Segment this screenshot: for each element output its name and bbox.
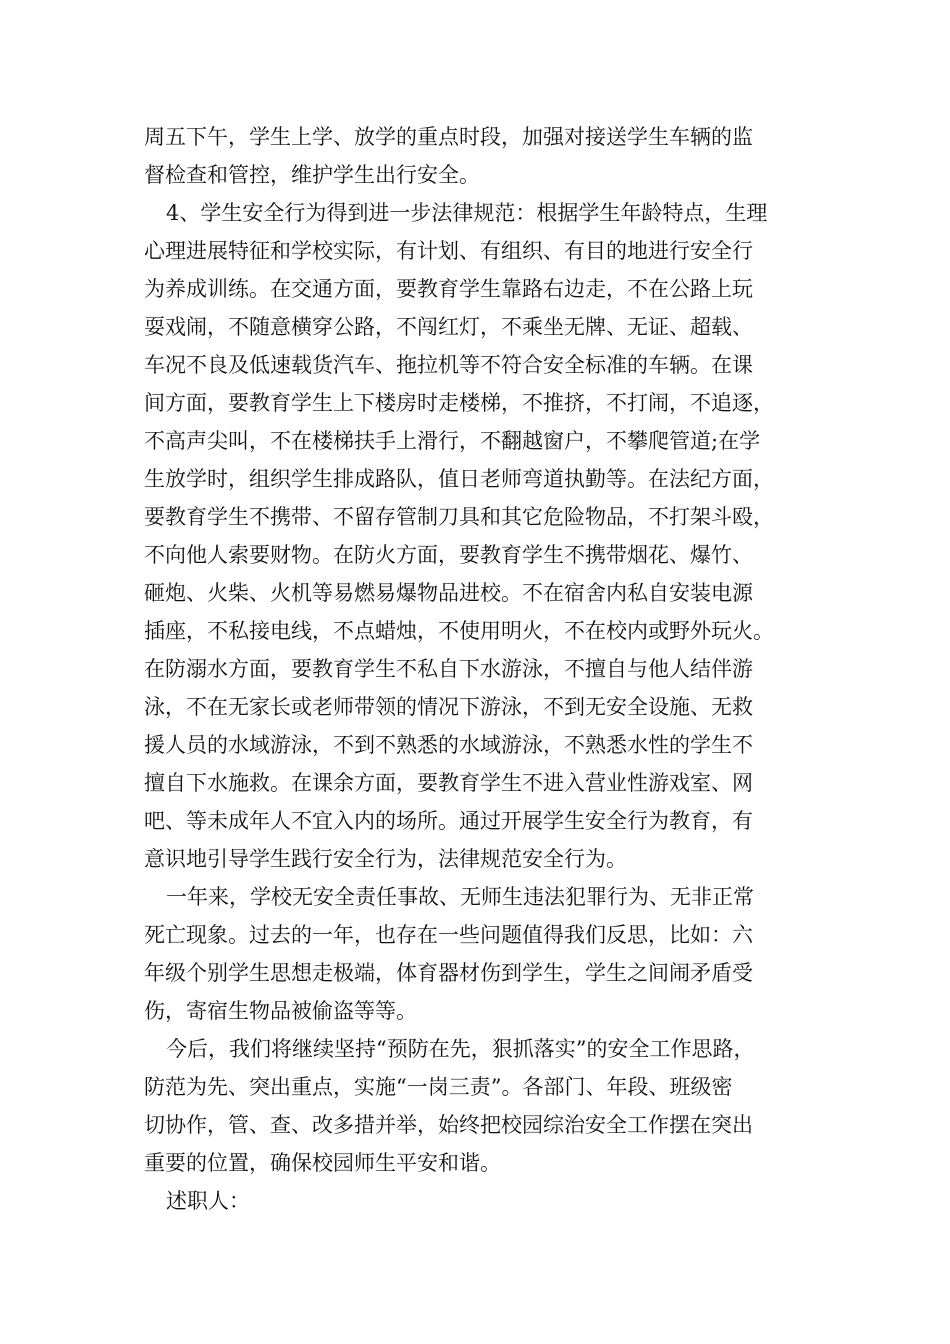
text-line: 吧、等未成年人不宜入内的场所。通过开展学生安全行为教育，有 <box>144 809 753 833</box>
signature-label: 述职人： <box>166 1189 250 1213</box>
text-line: 不高声尖叫，不在楼梯扶手上滑行，不翻越窗户，不攀爬管道;在学 <box>144 429 761 453</box>
text-line: 防范为先、突出重点，实施“一岗三责”。各部门、年段、班级密 <box>144 1075 733 1099</box>
text-line: 援人员的水域游泳，不到不熟悉的水域游泳，不熟悉水性的学生不 <box>144 733 753 757</box>
text-line: 周五下午，学生上学、放学的重点时段，加强对接送学生车辆的监 <box>144 125 753 149</box>
paragraph-start-line: 4、学生安全行为得到进一步法律规范：根据学生年龄特点，生理 <box>166 201 768 225</box>
text-line: 泳，不在无家长或老师带领的情况下游泳，不到无安全设施、无救 <box>144 695 753 719</box>
text-line: 督检查和管控，维护学生出行安全。 <box>144 163 480 187</box>
text-line: 意识地引导学生践行安全行为，法律规范安全行为。 <box>144 847 627 871</box>
text-line: 要教育学生不携带、不留存管制刀具和其它危险物品，不打架斗殴， <box>144 505 774 529</box>
text-line: 心理进展特征和学校实际，有计划、有组织、有目的地进行安全行 <box>144 239 753 263</box>
text-line: 插座，不私接电线，不点蜡烛，不使用明火，不在校内或野外玩火。 <box>144 619 774 643</box>
text-line: 在防溺水方面，要教育学生不私自下水游泳，不擅自与他人结伴游 <box>144 657 753 681</box>
text-line: 不向他人索要财物。在防火方面，要教育学生不携带烟花、爆竹、 <box>144 543 753 567</box>
paragraph-start-line: 一年来，学校无安全责任事故、无师生违法犯罪行为、无非正常 <box>166 885 754 909</box>
text-line: 年级个别学生思想走极端，体育器材伤到学生，学生之间闹矛盾受 <box>144 961 753 985</box>
text-line: 为养成训练。在交通方面，要教育学生靠路右边走，不在公路上玩 <box>144 277 753 301</box>
text-line: 生放学时，组织学生排成路队，值日老师弯道执勤等。在法纪方面， <box>144 467 774 491</box>
text-line: 耍戏闹，不随意横穿公路，不闯红灯，不乘坐无牌、无证、超载、 <box>144 315 753 339</box>
document-body <box>144 118 834 1220</box>
text-line: 死亡现象。过去的一年，也存在一些问题值得我们反思，比如：六 <box>144 923 753 947</box>
paragraph-start-line: 今后，我们将继续坚持“预防在先，狠抓落实”的安全工作思路， <box>166 1037 755 1061</box>
text-line: 砸炮、火柴、火机等易燃易爆物品进校。不在宿舍内私自安装电源 <box>144 581 753 605</box>
text-line: 伤，寄宿生物品被偷盗等等。 <box>144 999 417 1023</box>
text-line: 擅自下水施救。在课余方面，要教育学生不进入营业性游戏室、网 <box>144 771 753 795</box>
text-line: 重要的位置，确保校园师生平安和谐。 <box>144 1151 501 1175</box>
text-line: 间方面，要教育学生上下楼房时走楼梯，不推挤，不打闹，不追逐， <box>144 391 774 415</box>
text-line: 车况不良及低速载货汽车、拖拉机等不符合安全标准的车辆。在课 <box>144 353 753 377</box>
text-line: 切协作，管、查、改多措并举，始终把校园综治安全工作摆在突出 <box>144 1113 753 1137</box>
